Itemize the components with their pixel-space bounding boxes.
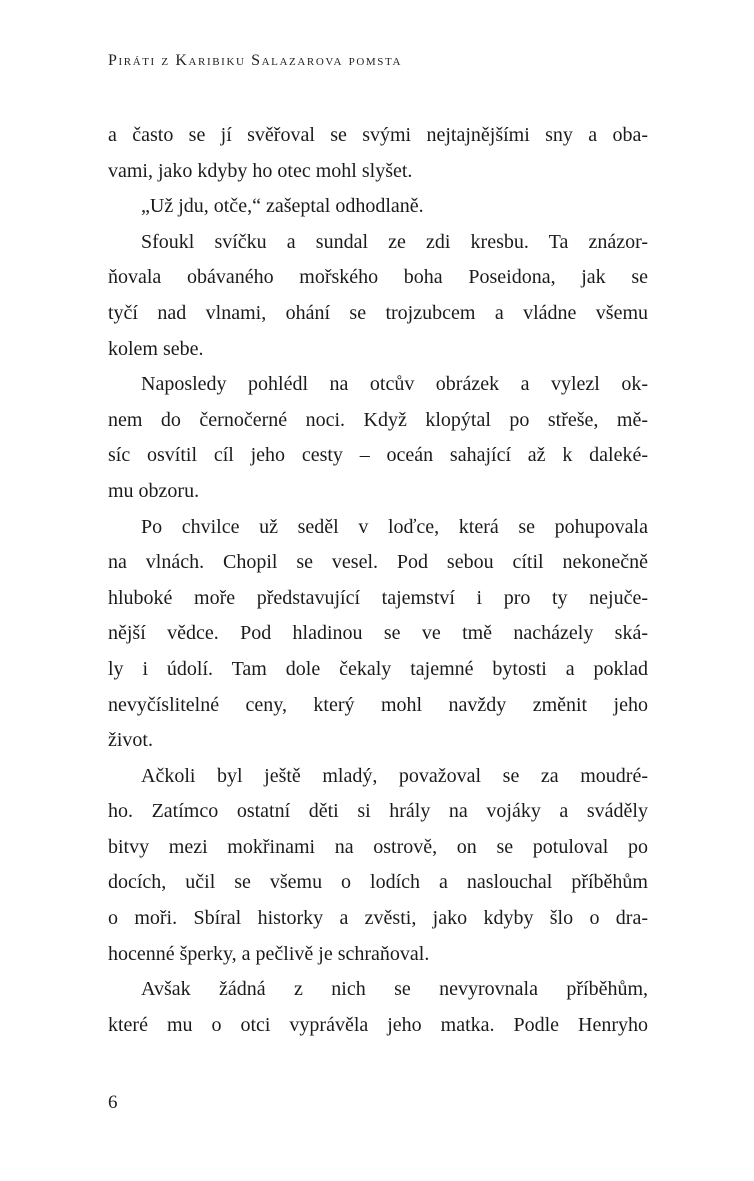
text-line: mu obzoru. — [108, 479, 200, 502]
text-line: tyčí nad vlnami, ohání se trojzubcem a vládne všemu — [108, 301, 648, 324]
text-line: hluboké moře představující tajemství i pro ty nejuče- — [108, 586, 648, 609]
text-line: život. — [108, 729, 153, 752]
paragraph — [108, 510, 648, 759]
running-header: Piráti z Karibiku Salazarova pomsta — [108, 52, 402, 69]
paragraph — [108, 118, 648, 189]
paragraph — [108, 759, 648, 973]
text-block — [108, 118, 648, 1043]
paragraph — [108, 225, 648, 367]
text-line: bitvy mezi mokřinami na ostrově, on se potuloval po — [108, 835, 648, 858]
paragraph — [108, 972, 648, 1043]
text-line: a často se jí svěřoval se svými nejtajnějšími sny a oba- — [108, 124, 648, 146]
page-number: 6 — [108, 1092, 118, 1113]
text-line: nější vědce. Pod hladinou se ve tmě nacházely ská- — [108, 622, 648, 645]
text-line: síc osvítil cíl jeho cesty – oceán sahající až k daleké- — [108, 444, 648, 467]
text-line: o moři. Sbíral historky a zvěsti, jako kdyby šlo o dra- — [108, 907, 648, 930]
text-line: vami, jako kdyby ho otec mohl slyšet. — [108, 159, 413, 182]
text-line: které mu o otci vyprávěla jeho matka. Podle Henryho — [108, 1013, 648, 1036]
paragraph — [108, 189, 648, 225]
text-line: Avšak žádná z nich se nevyrovnala příběhům, — [141, 978, 648, 1001]
text-line: Po chvilce už seděl v loďce, která se pohupovala — [141, 515, 648, 538]
text-line: Sfoukl svíčku a sundal ze zdi kresbu. Ta znázor- — [141, 230, 648, 253]
text-line: Naposledy pohlédl na otcův obrázek a vylezl ok- — [141, 373, 648, 396]
text-line: hocenné šperky, a pečlivě je schraňoval. — [108, 942, 430, 965]
text-line: nevyčíslitelné ceny, který mohl navždy změnit jeho — [108, 693, 648, 716]
text-line: na vlnách. Chopil se vesel. Pod sebou cítil nekonečně — [108, 551, 648, 574]
text-line: ňovala obávaného mořského boha Poseidona, jak se — [108, 266, 648, 289]
text-line: ho. Zatímco ostatní děti si hrály na vojáky a sváděly — [108, 800, 648, 823]
text-line: kolem sebe. — [108, 337, 204, 360]
text-line: nem do černočerné noci. Když klopýtal po střeše, mě- — [108, 408, 648, 431]
text-line: ly i údolí. Tam dole čekaly tajemné bytosti a poklad — [108, 657, 648, 680]
paragraph — [108, 367, 648, 509]
text-line: docích, učil se všemu o lodích a naslouchal příběhům — [108, 871, 648, 894]
text-line: Ačkoli byl ještě mladý, považoval se za moudré- — [141, 764, 648, 787]
text-line: „Už jdu, otče,“ zašeptal odhodlaně. — [141, 195, 424, 218]
